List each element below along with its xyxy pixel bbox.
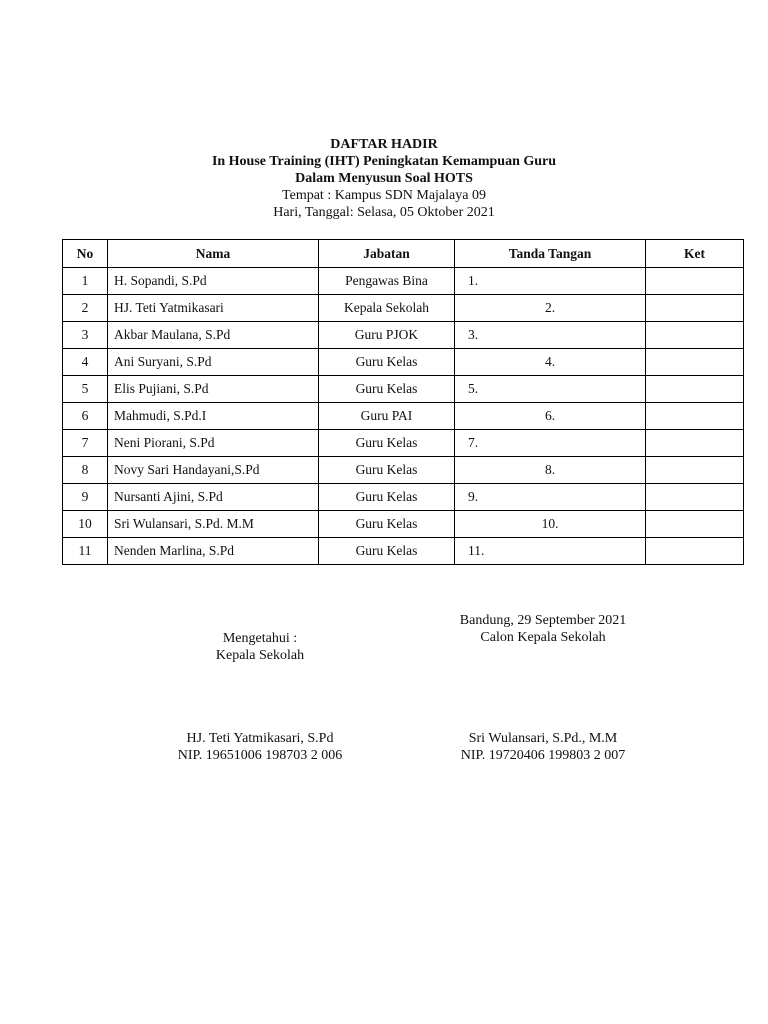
column-header-nama: Nama <box>108 240 319 268</box>
position-cell: Guru Kelas <box>319 430 455 457</box>
event-place: Tempat : Kampus SDN Majalaya 09 <box>282 188 486 203</box>
remarks-cell <box>646 376 744 403</box>
table-row <box>63 457 744 484</box>
table-row <box>63 322 744 349</box>
row-number-cell: 11 <box>63 538 108 565</box>
table-row <box>63 484 744 511</box>
column-header-tanda-tangan: Tanda Tangan <box>455 240 646 268</box>
position-cell: Guru Kelas <box>319 484 455 511</box>
row-number-cell: 8 <box>63 457 108 484</box>
row-number-cell: 4 <box>63 349 108 376</box>
signature-number: 5. <box>468 381 479 396</box>
signature-cell <box>455 484 646 511</box>
column-header-jabatan: Jabatan <box>319 240 455 268</box>
row-number-cell: 5 <box>63 376 108 403</box>
row-number-cell: 9 <box>63 484 108 511</box>
event-date: Hari, Tanggal: Selasa, 05 Oktober 2021 <box>273 205 495 220</box>
signature-cell <box>455 511 646 538</box>
candidate-nip: NIP. 19720406 199803 2 007 <box>460 748 626 763</box>
remarks-cell <box>646 403 744 430</box>
right-signature-heading <box>423 612 663 646</box>
signature-number: 2. <box>544 300 556 315</box>
signature-number: 6. <box>544 408 556 423</box>
remarks-cell <box>646 457 744 484</box>
left-signature-heading <box>140 630 380 664</box>
name-cell: Nursanti Ajini, S.Pd <box>108 484 319 511</box>
name-cell: Nenden Marlina, S.Pd <box>108 538 319 565</box>
table-row <box>63 349 744 376</box>
left-signatory <box>140 730 380 764</box>
row-number-cell: 3 <box>63 322 108 349</box>
signature-cell <box>455 322 646 349</box>
place-date: Bandung, 29 September 2021 <box>459 613 627 628</box>
name-cell: Ani Suryani, S.Pd <box>108 349 319 376</box>
remarks-cell <box>646 295 744 322</box>
position-cell: Guru Kelas <box>319 511 455 538</box>
column-header-no: No <box>63 240 108 268</box>
table-row <box>63 268 744 295</box>
table-row <box>63 430 744 457</box>
remarks-cell <box>646 322 744 349</box>
remarks-cell <box>646 349 744 376</box>
position-cell: Guru Kelas <box>319 376 455 403</box>
name-cell: Mahmudi, S.Pd.I <box>108 403 319 430</box>
candidate-role: Calon Kepala Sekolah <box>480 630 606 645</box>
position-cell: Guru Kelas <box>319 457 455 484</box>
signature-cell <box>455 376 646 403</box>
signature-number: 9. <box>468 489 479 504</box>
acknowledged-label: Mengetahui : <box>222 631 298 646</box>
signature-cell <box>455 403 646 430</box>
principal-nip: NIP. 19651006 198703 2 006 <box>177 748 343 763</box>
position-cell: Guru Kelas <box>319 349 455 376</box>
signature-cell <box>455 295 646 322</box>
row-number-cell: 6 <box>63 403 108 430</box>
table-row <box>63 376 744 403</box>
position-cell: Pengawas Bina <box>319 268 455 295</box>
principal-name: HJ. Teti Yatmikasari, S.Pd <box>186 731 334 746</box>
table-header-row <box>63 240 744 268</box>
signature-cell <box>455 457 646 484</box>
right-signatory <box>423 730 663 764</box>
table-row <box>63 538 744 565</box>
signature-number: 3. <box>468 327 479 342</box>
table-row <box>63 511 744 538</box>
signature-number: 7. <box>468 435 479 450</box>
remarks-cell <box>646 511 744 538</box>
row-number-cell: 2 <box>63 295 108 322</box>
row-number-cell: 1 <box>63 268 108 295</box>
signature-cell <box>455 268 646 295</box>
name-cell: Akbar Maulana, S.Pd <box>108 322 319 349</box>
name-cell: H. Sopandi, S.Pd <box>108 268 319 295</box>
remarks-cell <box>646 538 744 565</box>
remarks-cell <box>646 484 744 511</box>
remarks-cell <box>646 268 744 295</box>
name-cell: Novy Sari Handayani,S.Pd <box>108 457 319 484</box>
row-number-cell: 7 <box>63 430 108 457</box>
name-cell: Sri Wulansari, S.Pd. M.M <box>108 511 319 538</box>
attendance-table <box>62 239 744 565</box>
signature-cell <box>455 349 646 376</box>
position-cell: Kepala Sekolah <box>319 295 455 322</box>
signature-number: 10. <box>541 516 559 531</box>
event-subtitle: Dalam Menyusun Soal HOTS <box>295 171 473 186</box>
name-cell: Neni Piorani, S.Pd <box>108 430 319 457</box>
principal-role: Kepala Sekolah <box>215 648 305 663</box>
name-cell: Elis Pujiani, S.Pd <box>108 376 319 403</box>
column-header-ket: Ket <box>646 240 744 268</box>
event-title: In House Training (IHT) Peningkatan Kemampuan Guru <box>211 154 557 169</box>
candidate-name: Sri Wulansari, S.Pd., M.M <box>468 731 618 746</box>
table-row <box>63 295 744 322</box>
table-row <box>63 403 744 430</box>
document-title: DAFTAR HADIR <box>330 137 438 152</box>
position-cell: Guru Kelas <box>319 538 455 565</box>
position-cell: Guru PAI <box>319 403 455 430</box>
remarks-cell <box>646 430 744 457</box>
name-cell: HJ. Teti Yatmikasari <box>108 295 319 322</box>
signature-number: 1. <box>468 273 479 288</box>
signature-number: 4. <box>544 354 556 369</box>
signature-number: 8. <box>544 462 556 477</box>
row-number-cell: 10 <box>63 511 108 538</box>
document-header <box>0 136 768 221</box>
signature-number: 11. <box>468 543 485 558</box>
signature-cell <box>455 538 646 565</box>
signature-cell <box>455 430 646 457</box>
position-cell: Guru PJOK <box>319 322 455 349</box>
